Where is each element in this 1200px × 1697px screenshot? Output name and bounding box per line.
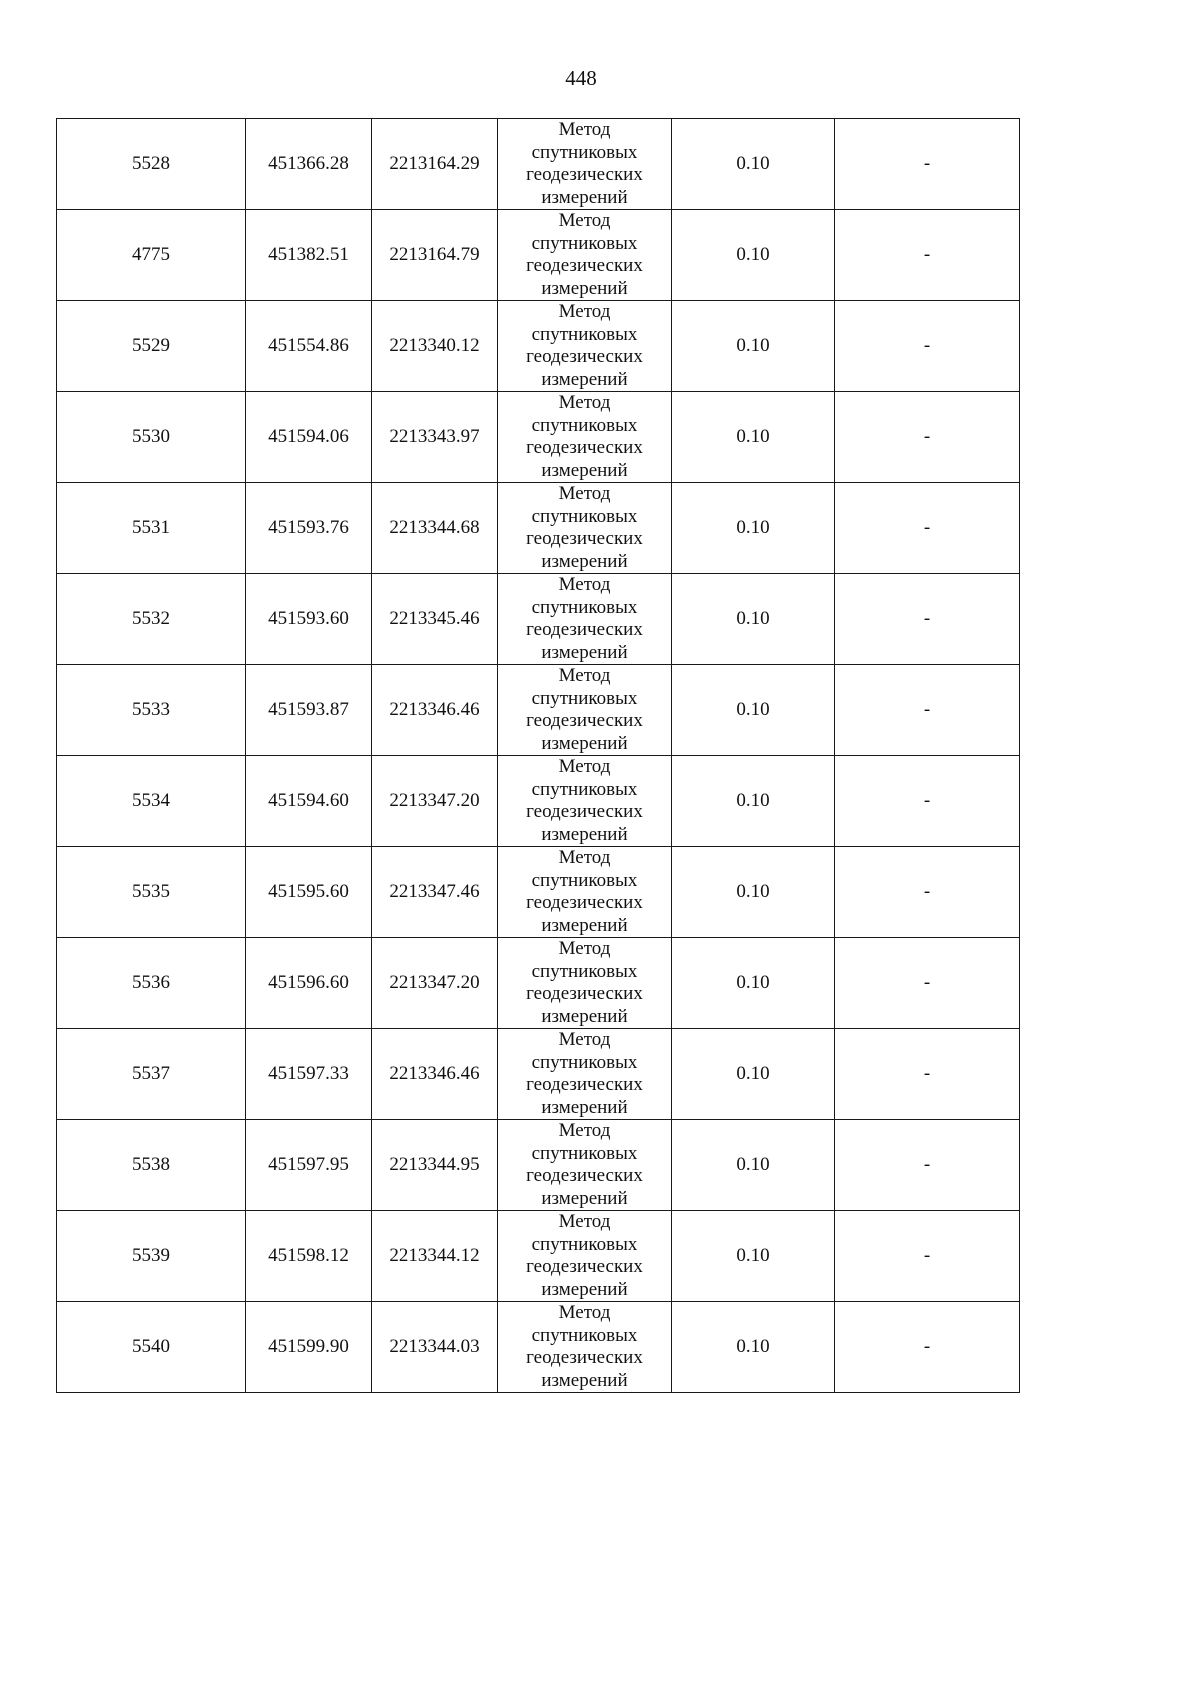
note-cell: - <box>835 756 1020 847</box>
accuracy-cell: 0.10 <box>672 1029 835 1120</box>
x-coordinate-cell: 451598.12 <box>246 1211 372 1302</box>
note-cell: - <box>835 483 1020 574</box>
note-cell: - <box>835 1120 1020 1211</box>
y-coordinate-cell: 2213344.03 <box>372 1302 498 1393</box>
method-cell <box>498 301 672 392</box>
coordinates-table-body <box>57 119 1020 1393</box>
x-coordinate-cell: 451597.33 <box>246 1029 372 1120</box>
y-coordinate-cell: 2213347.20 <box>372 756 498 847</box>
table-row <box>57 483 1020 574</box>
x-coordinate-cell: 451594.60 <box>246 756 372 847</box>
note-cell: - <box>835 665 1020 756</box>
method-cell <box>498 665 672 756</box>
method-text: Метод спутниковых геодезических измерений <box>526 938 643 1027</box>
accuracy-cell: 0.10 <box>672 847 835 938</box>
y-coordinate-cell: 2213347.46 <box>372 847 498 938</box>
accuracy-cell: 0.10 <box>672 574 835 665</box>
x-coordinate-cell: 451554.86 <box>246 301 372 392</box>
accuracy-cell: 0.10 <box>672 1302 835 1393</box>
method-cell <box>498 1120 672 1211</box>
y-coordinate-cell: 2213164.29 <box>372 119 498 210</box>
point-number-cell: 5539 <box>57 1211 246 1302</box>
note-cell: - <box>835 1211 1020 1302</box>
table-row <box>57 1120 1020 1211</box>
point-number-cell: 5538 <box>57 1120 246 1211</box>
x-coordinate-cell: 451593.60 <box>246 574 372 665</box>
point-number-cell: 5528 <box>57 119 246 210</box>
method-text: Метод спутниковых геодезических измерений <box>526 574 643 663</box>
method-text: Метод спутниковых геодезических измерений <box>526 392 643 481</box>
y-coordinate-cell: 2213346.46 <box>372 1029 498 1120</box>
method-cell <box>498 938 672 1029</box>
coordinates-table <box>56 118 1020 1393</box>
x-coordinate-cell: 451594.06 <box>246 392 372 483</box>
table-row <box>57 1029 1020 1120</box>
table-row <box>57 301 1020 392</box>
method-cell <box>498 210 672 301</box>
method-cell <box>498 1211 672 1302</box>
table-row <box>57 392 1020 483</box>
note-cell: - <box>835 1302 1020 1393</box>
accuracy-cell: 0.10 <box>672 392 835 483</box>
point-number-cell: 5529 <box>57 301 246 392</box>
accuracy-cell: 0.10 <box>672 1211 835 1302</box>
table-row <box>57 119 1020 210</box>
note-cell: - <box>835 938 1020 1029</box>
point-number-cell: 5533 <box>57 665 246 756</box>
point-number-cell: 4775 <box>57 210 246 301</box>
method-text: Метод спутниковых геодезических измерений <box>526 210 643 299</box>
point-number-cell: 5537 <box>57 1029 246 1120</box>
y-coordinate-cell: 2213340.12 <box>372 301 498 392</box>
note-cell: - <box>835 210 1020 301</box>
accuracy-cell: 0.10 <box>672 119 835 210</box>
y-coordinate-cell: 2213343.97 <box>372 392 498 483</box>
method-text: Метод спутниковых геодезических измерений <box>526 483 643 572</box>
x-coordinate-cell: 451595.60 <box>246 847 372 938</box>
method-cell <box>498 847 672 938</box>
method-cell <box>498 574 672 665</box>
x-coordinate-cell: 451597.95 <box>246 1120 372 1211</box>
method-cell <box>498 1029 672 1120</box>
table-row <box>57 665 1020 756</box>
note-cell: - <box>835 392 1020 483</box>
method-cell <box>498 756 672 847</box>
x-coordinate-cell: 451599.90 <box>246 1302 372 1393</box>
method-cell <box>498 119 672 210</box>
point-number-cell: 5540 <box>57 1302 246 1393</box>
point-number-cell: 5531 <box>57 483 246 574</box>
method-text: Метод спутниковых геодезических измерений <box>526 1302 643 1391</box>
table-row <box>57 1302 1020 1393</box>
x-coordinate-cell: 451596.60 <box>246 938 372 1029</box>
accuracy-cell: 0.10 <box>672 1120 835 1211</box>
method-text: Метод спутниковых геодезических измерений <box>526 847 643 936</box>
x-coordinate-cell: 451593.87 <box>246 665 372 756</box>
y-coordinate-cell: 2213164.79 <box>372 210 498 301</box>
accuracy-cell: 0.10 <box>672 301 835 392</box>
note-cell: - <box>835 301 1020 392</box>
table-row <box>57 210 1020 301</box>
table-row <box>57 756 1020 847</box>
accuracy-cell: 0.10 <box>672 938 835 1029</box>
point-number-cell: 5532 <box>57 574 246 665</box>
method-cell <box>498 1302 672 1393</box>
x-coordinate-cell: 451593.76 <box>246 483 372 574</box>
method-text: Метод спутниковых геодезических измерений <box>526 665 643 754</box>
note-cell: - <box>835 847 1020 938</box>
accuracy-cell: 0.10 <box>672 210 835 301</box>
accuracy-cell: 0.10 <box>672 483 835 574</box>
point-number-cell: 5530 <box>57 392 246 483</box>
x-coordinate-cell: 451366.28 <box>246 119 372 210</box>
y-coordinate-cell: 2213344.68 <box>372 483 498 574</box>
point-number-cell: 5536 <box>57 938 246 1029</box>
y-coordinate-cell: 2213344.12 <box>372 1211 498 1302</box>
note-cell: - <box>835 574 1020 665</box>
note-cell: - <box>835 1029 1020 1120</box>
accuracy-cell: 0.10 <box>672 665 835 756</box>
method-text: Метод спутниковых геодезических измерений <box>526 1211 643 1300</box>
page-number: 448 <box>565 66 597 90</box>
table-row <box>57 847 1020 938</box>
y-coordinate-cell: 2213346.46 <box>372 665 498 756</box>
y-coordinate-cell: 2213345.46 <box>372 574 498 665</box>
method-text: Метод спутниковых геодезических измерений <box>526 301 643 390</box>
table-row <box>57 938 1020 1029</box>
y-coordinate-cell: 2213347.20 <box>372 938 498 1029</box>
method-cell <box>498 483 672 574</box>
x-coordinate-cell: 451382.51 <box>246 210 372 301</box>
accuracy-cell: 0.10 <box>672 756 835 847</box>
table-row <box>57 574 1020 665</box>
method-text: Метод спутниковых геодезических измерений <box>526 756 643 845</box>
note-cell: - <box>835 119 1020 210</box>
method-cell <box>498 392 672 483</box>
method-text: Метод спутниковых геодезических измерений <box>526 1029 643 1118</box>
table-row <box>57 1211 1020 1302</box>
point-number-cell: 5535 <box>57 847 246 938</box>
y-coordinate-cell: 2213344.95 <box>372 1120 498 1211</box>
method-text: Метод спутниковых геодезических измерений <box>526 1120 643 1209</box>
method-text: Метод спутниковых геодезических измерений <box>526 119 643 208</box>
point-number-cell: 5534 <box>57 756 246 847</box>
